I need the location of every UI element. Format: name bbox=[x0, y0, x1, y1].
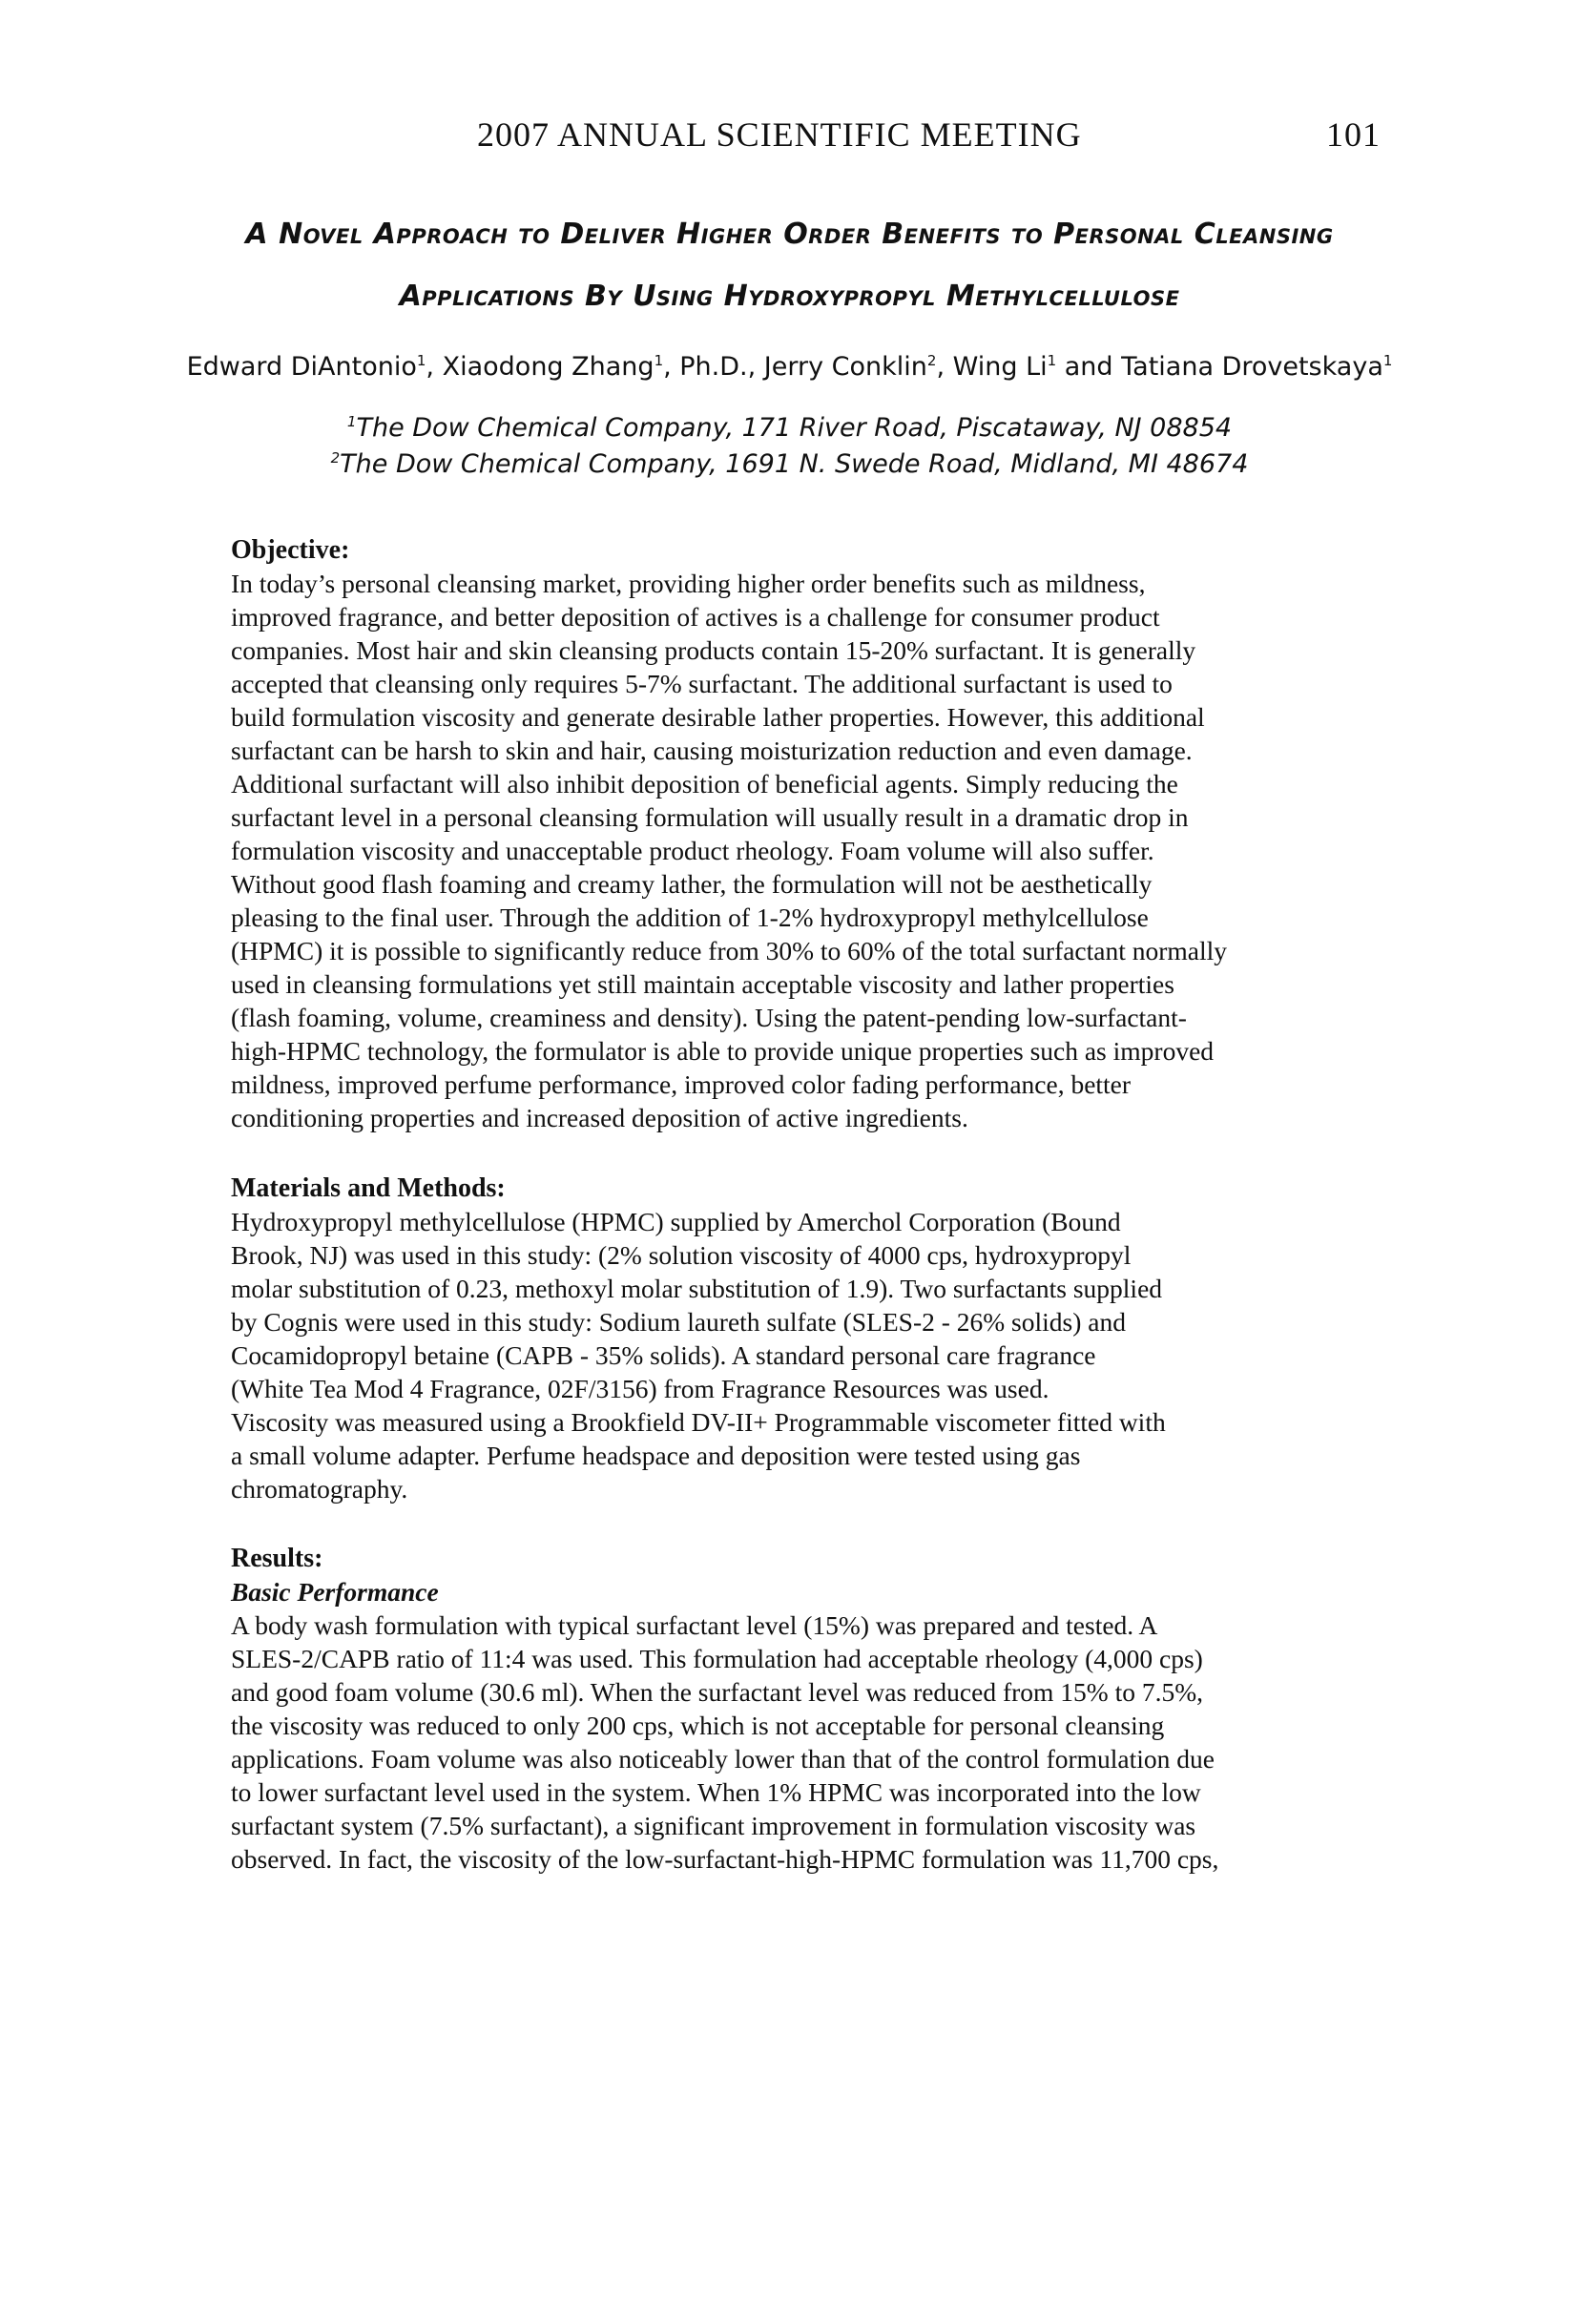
text-line: high-HPMC technology, the formulator is able to provide unique properties such as improved bbox=[231, 1036, 1215, 1066]
text-line: companies. Most hair and skin cleansing products contain 15-20% surfactant. It is generally bbox=[231, 635, 1196, 665]
section-heading: Materials and Methods: bbox=[231, 1173, 506, 1203]
objective-section bbox=[231, 533, 1357, 1134]
text-line: by Cognis were used in this study: Sodium laureth sulfate (SLES-2 - 26% solids) and bbox=[231, 1307, 1126, 1337]
text-line: build formulation viscosity and generate desirable lather properties. However, this additional bbox=[231, 702, 1205, 732]
text-line: observed. In fact, the viscosity of the low-surfactant-high-HPMC formulation was 11,700 cps, bbox=[231, 1844, 1219, 1874]
text-line: applications. Foam volume was also noticeably lower than that of the control formulation due bbox=[231, 1744, 1215, 1774]
affiliation-mark: 1 bbox=[346, 413, 357, 430]
subsection-heading: Basic Performance bbox=[231, 1577, 439, 1607]
results-body bbox=[231, 1608, 1357, 1876]
section-heading: Results: bbox=[231, 1544, 323, 1573]
author-affiliation-mark: 1 bbox=[1382, 352, 1393, 369]
text-line: Additional surfactant will also inhibit deposition of beneficial agents. Simply reducing the bbox=[231, 769, 1178, 799]
affiliation-text: The Dow Chemical Company, 1691 N. Swede Road, Midland, MI 48674 bbox=[340, 449, 1249, 479]
text-line: and good foam volume (30.6 ml). When the surfactant level was reduced from 15% to 7.5%, bbox=[231, 1677, 1203, 1707]
text-line: pleasing to the final user. Through the addition of 1-2% hydroxypropyl methylcellulose bbox=[231, 903, 1149, 932]
author-affiliation-mark: 1 bbox=[1047, 352, 1057, 369]
text-line: a small volume adapter. Perfume headspace and deposition were tested using gas bbox=[231, 1441, 1081, 1470]
author-name: Edward DiAntonio bbox=[186, 352, 417, 382]
text-line: Without good flash foaming and creamy lather, the formulation will not be aesthetically bbox=[231, 869, 1153, 899]
affiliation-text: The Dow Chemical Company, 171 River Road, Piscataway, NJ 08854 bbox=[356, 413, 1233, 443]
text-line: conditioning properties and increased deposition of active ingredients. bbox=[231, 1103, 968, 1132]
text-line: In today’s personal cleansing market, providing higher order benefits such as mildness, bbox=[231, 569, 1146, 598]
affiliation-2 bbox=[0, 449, 1579, 479]
author-name: Xiaodong Zhang bbox=[442, 352, 654, 382]
affiliation-1 bbox=[0, 413, 1579, 443]
text-line: molar substitution of 0.23, methoxyl molar substitution of 1.9). Two surfactants supplied bbox=[231, 1274, 1163, 1303]
paper-title-line-1: A Novel Approach to Deliver Higher Order Benefits to Personal Cleansing bbox=[245, 218, 1334, 251]
text-line: accepted that cleansing only requires 5-7% surfactant. The additional surfactant is used to bbox=[231, 669, 1173, 698]
author-separator: , bbox=[426, 352, 443, 382]
text-line: surfactant level in a personal cleansing formulation will usually result in a dramatic drop in bbox=[231, 802, 1189, 832]
text-line: (White Tea Mod 4 Fragrance, 02F/3156) from Fragrance Resources was used. bbox=[231, 1374, 1049, 1403]
author-list bbox=[0, 352, 1579, 382]
text-line: the viscosity was reduced to only 200 cps, which is not acceptable for personal cleansing bbox=[231, 1711, 1165, 1740]
objective-body bbox=[231, 567, 1357, 1134]
text-line: chromatography. bbox=[231, 1474, 408, 1504]
text-line: improved fragrance, and better deposition of actives is a challenge for consumer product bbox=[231, 602, 1160, 632]
meeting-title: 2007 ANNUAL SCIENTIFIC MEETING bbox=[477, 115, 1082, 154]
author-separator: , bbox=[936, 352, 953, 382]
author-separator: , Ph.D., bbox=[663, 352, 764, 382]
text-line: (flash foaming, volume, creaminess and density). Using the patent-pending low-surfactant- bbox=[231, 1003, 1187, 1032]
text-line: Brook, NJ) was used in this study: (2% solution viscosity of 4000 cps, hydroxypropyl bbox=[231, 1240, 1132, 1270]
methods-section bbox=[231, 1172, 1357, 1505]
author-affiliation-mark: 1 bbox=[416, 352, 426, 369]
author-affiliation-mark: 1 bbox=[654, 352, 664, 369]
text-line: surfactant system (7.5% surfactant), a significant improvement in formulation viscosity was bbox=[231, 1811, 1196, 1840]
text-line: formulation viscosity and unacceptable product rheology. Foam volume will also suffer. bbox=[231, 836, 1154, 865]
text-line: (HPMC) it is possible to significantly reduce from 30% to 60% of the total surfactant normally bbox=[231, 936, 1228, 965]
text-line: used in cleansing formulations yet still maintain acceptable viscosity and lather properties bbox=[231, 969, 1174, 999]
text-line: Viscosity was measured using a Brookfield DV-II+ Programmable viscometer fitted with bbox=[231, 1407, 1166, 1437]
text-line: SLES-2/CAPB ratio of 11:4 was used. This formulation had acceptable rheology (4,000 cps) bbox=[231, 1644, 1203, 1673]
author-separator: and bbox=[1056, 352, 1122, 382]
text-line: Cocamidopropyl betaine (CAPB - 35% solids). A standard personal care fragrance bbox=[231, 1340, 1096, 1370]
text-line: mildness, improved perfume performance, improved color fading performance, better bbox=[231, 1069, 1132, 1099]
author-name: Jerry Conklin bbox=[763, 352, 927, 382]
author-name: Tatiana Drovetskaya bbox=[1121, 352, 1383, 382]
section-heading: Objective: bbox=[231, 535, 350, 565]
methods-body bbox=[231, 1205, 1357, 1505]
text-line: Hydroxypropyl methylcellulose (HPMC) supplied by Amerchol Corporation (Bound bbox=[231, 1207, 1121, 1236]
author-name: Wing Li bbox=[952, 352, 1048, 382]
page-number: 101 bbox=[1326, 115, 1381, 154]
paper-title-line-2: Applications By Using Hydroxypropyl Methylcellulose bbox=[399, 280, 1180, 313]
text-line: A body wash formulation with typical surfactant level (15%) was prepared and tested. A bbox=[231, 1610, 1158, 1640]
author-affiliation-mark: 2 bbox=[926, 352, 937, 369]
text-line: to lower surfactant level used in the system. When 1% HPMC was incorporated into the low bbox=[231, 1777, 1201, 1807]
text-line: surfactant can be harsh to skin and hair, causing moisturization reduction and even damage. bbox=[231, 736, 1193, 765]
results-section bbox=[231, 1542, 1357, 1876]
affiliation-mark: 2 bbox=[330, 449, 341, 467]
